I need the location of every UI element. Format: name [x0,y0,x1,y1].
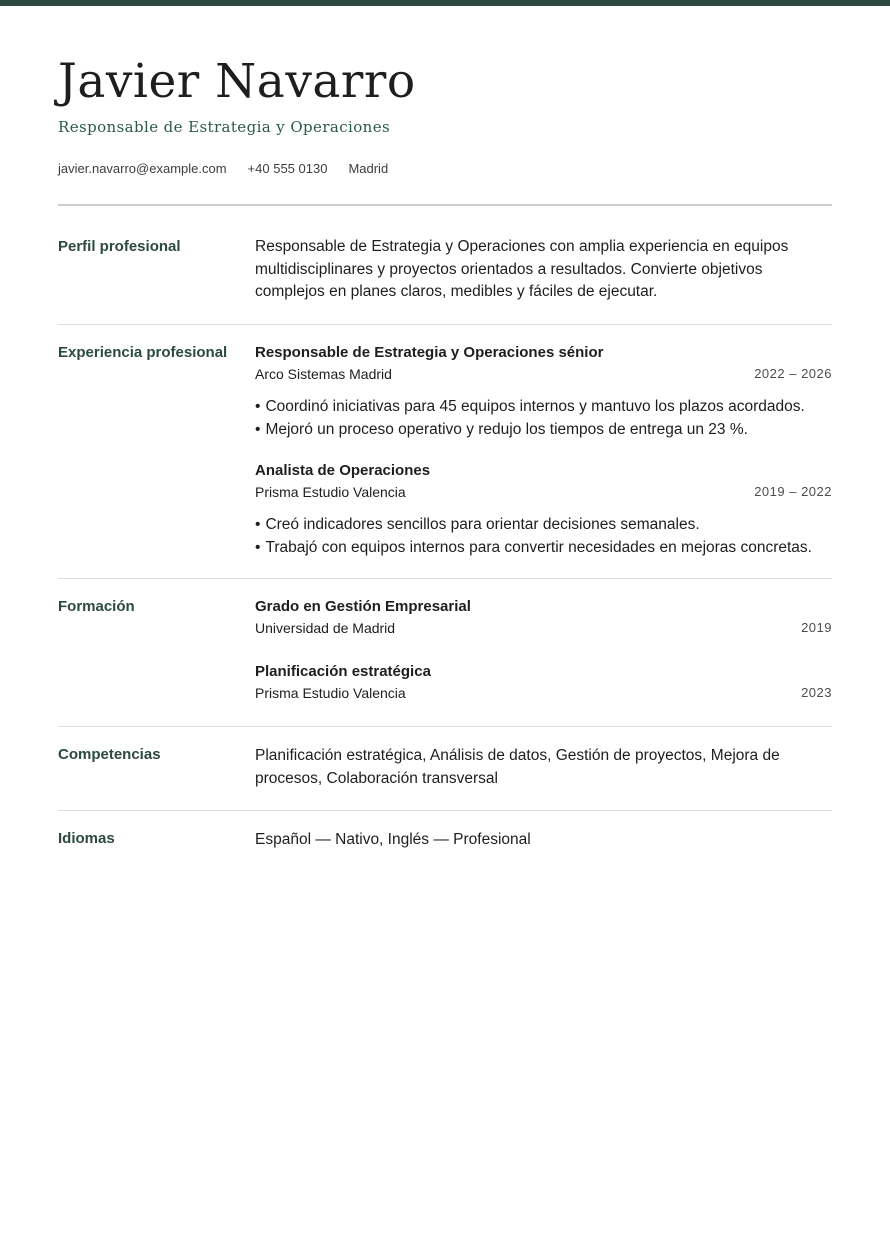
contact-info [58,161,388,176]
section-title-profile: Perfil profesional [58,238,181,255]
degree-title: Planificación estratégica [255,663,431,680]
job-achievements [255,514,832,559]
section-divider [58,726,832,727]
section-divider [58,578,832,579]
top-accent-bar [0,0,890,6]
achievement-item: • Creó indicadores sencillos para orientar decisiones semanales. [255,514,832,537]
job-title: Analista de Operaciones [255,462,431,479]
candidate-name: Javier Navarro [58,54,416,109]
experience-entry [255,344,832,441]
job-dates: 2019 – 2022 [754,484,832,499]
job-company-row [255,484,832,502]
experience-entry [255,462,832,559]
candidate-role: Responsable de Estrategia y Operaciones [58,118,391,136]
education-entry [255,598,832,638]
job-title: Responsable de Estrategia y Operaciones sénior [255,344,604,361]
achievement-item: • Coordinó iniciativas para 45 equipos internos y mantuvo los plazos acordados. [255,396,832,419]
contact-phone[interactable]: +40 555 0130 [247,161,328,176]
institution-name: Universidad de Madrid [255,620,396,636]
education-entry [255,663,832,703]
education-year: 2019 [801,620,832,635]
institution-row [255,620,832,638]
degree-title: Grado en Gestión Empresarial [255,598,471,615]
section-title-education: Formación [58,598,135,615]
section-divider [58,324,832,325]
profile-text: Responsable de Estrategia y Operaciones con amplia experiencia en equipos multidisciplinares y proyectos orientados a resultados. Convierte objetivos complejos en planes claros, medibles y fáciles de ejecutar. [255,238,789,300]
languages-text: Español — Nativo, Inglés — Profesional [255,831,531,848]
section-title-experience: Experiencia profesional [58,344,228,361]
section-divider [58,810,832,811]
job-dates: 2022 – 2026 [754,366,832,381]
achievement-item: • Mejoró un proceso operativo y redujo los tiempos de entrega un 23 %. [255,419,832,442]
section-title-languages: Idiomas [58,830,115,847]
job-company-row [255,366,832,384]
education-year: 2023 [801,685,832,700]
institution-name: Prisma Estudio Valencia [255,685,406,701]
skills-text: Planificación estratégica, Análisis de datos, Gestión de proyectos, Mejora de procesos, Colaboración transversal [255,747,780,787]
contact-location: Madrid [348,161,389,176]
job-achievements [255,396,832,441]
job-company: Prisma Estudio Valencia [255,484,406,500]
section-title-skills: Competencias [58,746,161,763]
job-company: Arco Sistemas Madrid [255,366,392,382]
achievement-item: • Trabajó con equipos internos para convertir necesidades en mejoras concretas. [255,537,832,560]
institution-row [255,685,832,703]
contact-email[interactable]: javier.navarro@example.com [58,161,227,176]
header-divider [58,204,832,206]
